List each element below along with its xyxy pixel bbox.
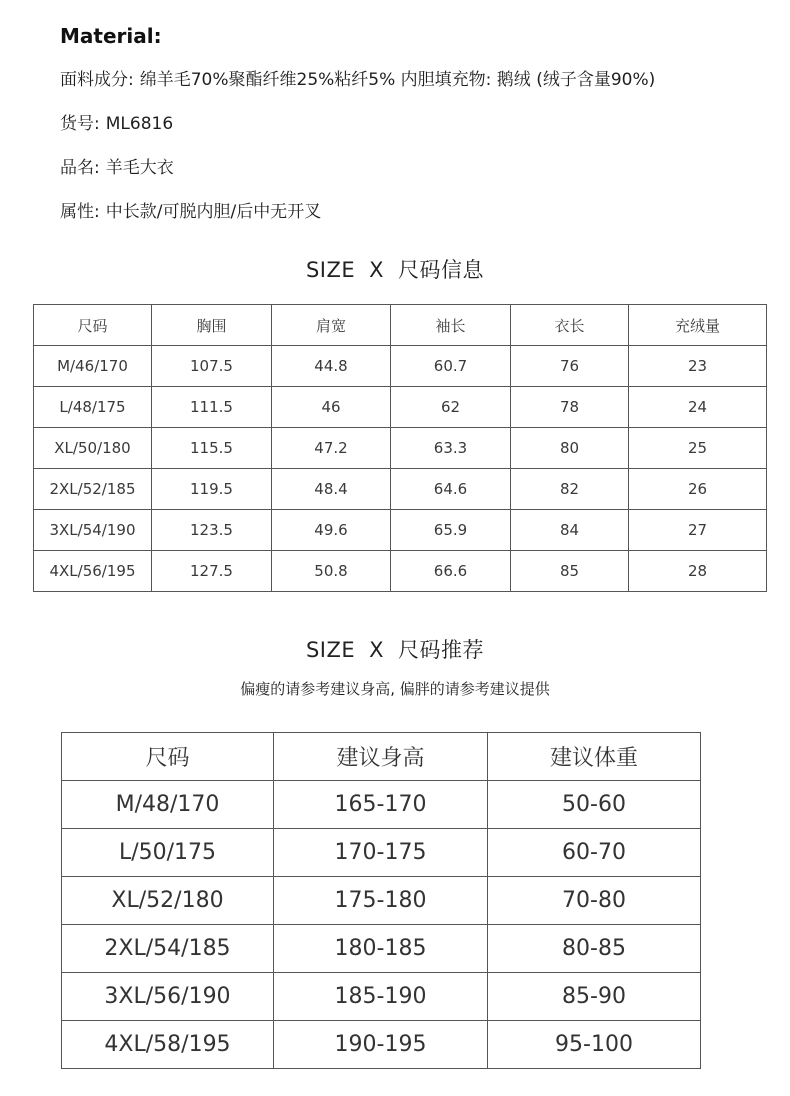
- size-rec-header-cell: 尺码: [62, 733, 274, 781]
- size-info-row: [34, 387, 767, 428]
- size-info-cell: 24: [629, 387, 767, 428]
- size-info-cell: 26: [629, 469, 767, 510]
- size-info-row: [34, 346, 767, 387]
- size-info-cell: 2XL/52/185: [34, 469, 152, 510]
- size-rec-cell: 50-60: [488, 781, 701, 829]
- size-rec-table: [61, 732, 701, 1069]
- size-info-title-size: SIZE: [305, 258, 356, 282]
- size-info-row: [34, 551, 767, 592]
- size-rec-cell: 85-90: [488, 973, 701, 1021]
- size-rec-row: [62, 973, 701, 1021]
- fabric-composition-line: [60, 64, 780, 96]
- size-info-cell: 111.5: [152, 387, 272, 428]
- size-info-cell: 3XL/54/190: [34, 510, 152, 551]
- size-rec-cell: 95-100: [488, 1021, 701, 1069]
- size-info-cell: XL/50/180: [34, 428, 152, 469]
- item-number-label: 货号:: [60, 114, 100, 134]
- size-info-title-x: X: [369, 258, 385, 282]
- size-rec-row: [62, 781, 701, 829]
- size-info-cell: 127.5: [152, 551, 272, 592]
- size-info-cell: 80: [511, 428, 629, 469]
- size-info-cell: 64.6: [391, 469, 511, 510]
- size-rec-title: [0, 634, 790, 664]
- size-info-cell: 23: [629, 346, 767, 387]
- size-rec-title-x: X: [369, 638, 385, 662]
- size-rec-header-cell: 建议身高: [274, 733, 488, 781]
- size-rec-cell: 170-175: [274, 829, 488, 877]
- material-title: Material:: [60, 24, 162, 48]
- size-info-cell: 119.5: [152, 469, 272, 510]
- attributes-line: [60, 196, 780, 228]
- size-rec-cell: XL/52/180: [62, 877, 274, 925]
- fabric-composition-label: 面料成分:: [60, 70, 134, 90]
- attributes-label: 属性:: [60, 202, 100, 222]
- size-info-cell: 46: [272, 387, 391, 428]
- size-info-cell: 66.6: [391, 551, 511, 592]
- size-info-header-cell: 充绒量: [629, 305, 767, 346]
- size-info-cell: 123.5: [152, 510, 272, 551]
- size-info-cell: 28: [629, 551, 767, 592]
- size-rec-cell: L/50/175: [62, 829, 274, 877]
- size-rec-cell: 165-170: [274, 781, 488, 829]
- size-info-cell: 62: [391, 387, 511, 428]
- size-rec-title-size: SIZE: [305, 638, 356, 662]
- size-info-title: [0, 254, 790, 284]
- size-info-cell: 50.8: [272, 551, 391, 592]
- size-info-table: [33, 304, 767, 592]
- size-rec-row: [62, 829, 701, 877]
- size-info-cell: 65.9: [391, 510, 511, 551]
- size-rec-row: [62, 925, 701, 973]
- size-info-cell: 84: [511, 510, 629, 551]
- size-info-row: [34, 428, 767, 469]
- size-info-cell: 85: [511, 551, 629, 592]
- item-number-value: ML6816: [105, 114, 174, 134]
- size-info-cell: 25: [629, 428, 767, 469]
- product-name-label: 品名:: [60, 158, 100, 178]
- size-info-cell: M/46/170: [34, 346, 152, 387]
- size-info-cell: 78: [511, 387, 629, 428]
- size-rec-cell: 175-180: [274, 877, 488, 925]
- size-rec-cell: 60-70: [488, 829, 701, 877]
- material-info: [60, 20, 780, 228]
- size-rec-row: [62, 877, 701, 925]
- size-info-cell: 60.7: [391, 346, 511, 387]
- size-info-cell: 115.5: [152, 428, 272, 469]
- size-info-row: [34, 510, 767, 551]
- size-info-cell: 47.2: [272, 428, 391, 469]
- size-info-cell: 4XL/56/195: [34, 551, 152, 592]
- product-name-value: 羊毛大衣: [105, 158, 174, 178]
- size-info-cell: L/48/175: [34, 387, 152, 428]
- size-info-cell: 82: [511, 469, 629, 510]
- size-rec-cell: M/48/170: [62, 781, 274, 829]
- size-info-header-cell: 尺码: [34, 305, 152, 346]
- size-rec-cell: 70-80: [488, 877, 701, 925]
- size-rec-cell: 180-185: [274, 925, 488, 973]
- size-info-header-cell: 胸围: [152, 305, 272, 346]
- size-info-header-cell: 袖长: [391, 305, 511, 346]
- size-rec-header-cell: 建议体重: [488, 733, 701, 781]
- size-info-header-cell: 肩宽: [272, 305, 391, 346]
- size-info-title-name: 尺码信息: [398, 258, 485, 282]
- product-name-line: [60, 152, 780, 184]
- size-info-cell: 49.6: [272, 510, 391, 551]
- size-info-row: [34, 469, 767, 510]
- size-info-cell: 27: [629, 510, 767, 551]
- size-rec-cell: 4XL/58/195: [62, 1021, 274, 1069]
- size-rec-cell: 80-85: [488, 925, 701, 973]
- size-info-cell: 44.8: [272, 346, 391, 387]
- size-info-cell: 107.5: [152, 346, 272, 387]
- size-info-cell: 48.4: [272, 469, 391, 510]
- size-rec-subtitle: 偏瘦的请参考建议身高, 偏胖的请参考建议提供: [240, 680, 550, 698]
- item-number-line: [60, 108, 780, 140]
- attributes-value: 中长款/可脱内胆/后中无开叉: [105, 202, 322, 222]
- size-info-header-row: [34, 305, 767, 346]
- size-rec-header-row: [62, 733, 701, 781]
- size-rec-cell: 2XL/54/185: [62, 925, 274, 973]
- size-info-header-cell: 衣长: [511, 305, 629, 346]
- size-info-cell: 63.3: [391, 428, 511, 469]
- size-info-cell: 76: [511, 346, 629, 387]
- size-rec-cell: 190-195: [274, 1021, 488, 1069]
- size-rec-title-name: 尺码推荐: [398, 638, 485, 662]
- size-rec-cell: 3XL/56/190: [62, 973, 274, 1021]
- size-rec-row: [62, 1021, 701, 1069]
- fabric-composition-value: 绵羊毛70%聚酯纤维25%粘纤5% 内胆填充物: 鹅绒 (绒子含量90%): [139, 70, 656, 90]
- size-rec-cell: 185-190: [274, 973, 488, 1021]
